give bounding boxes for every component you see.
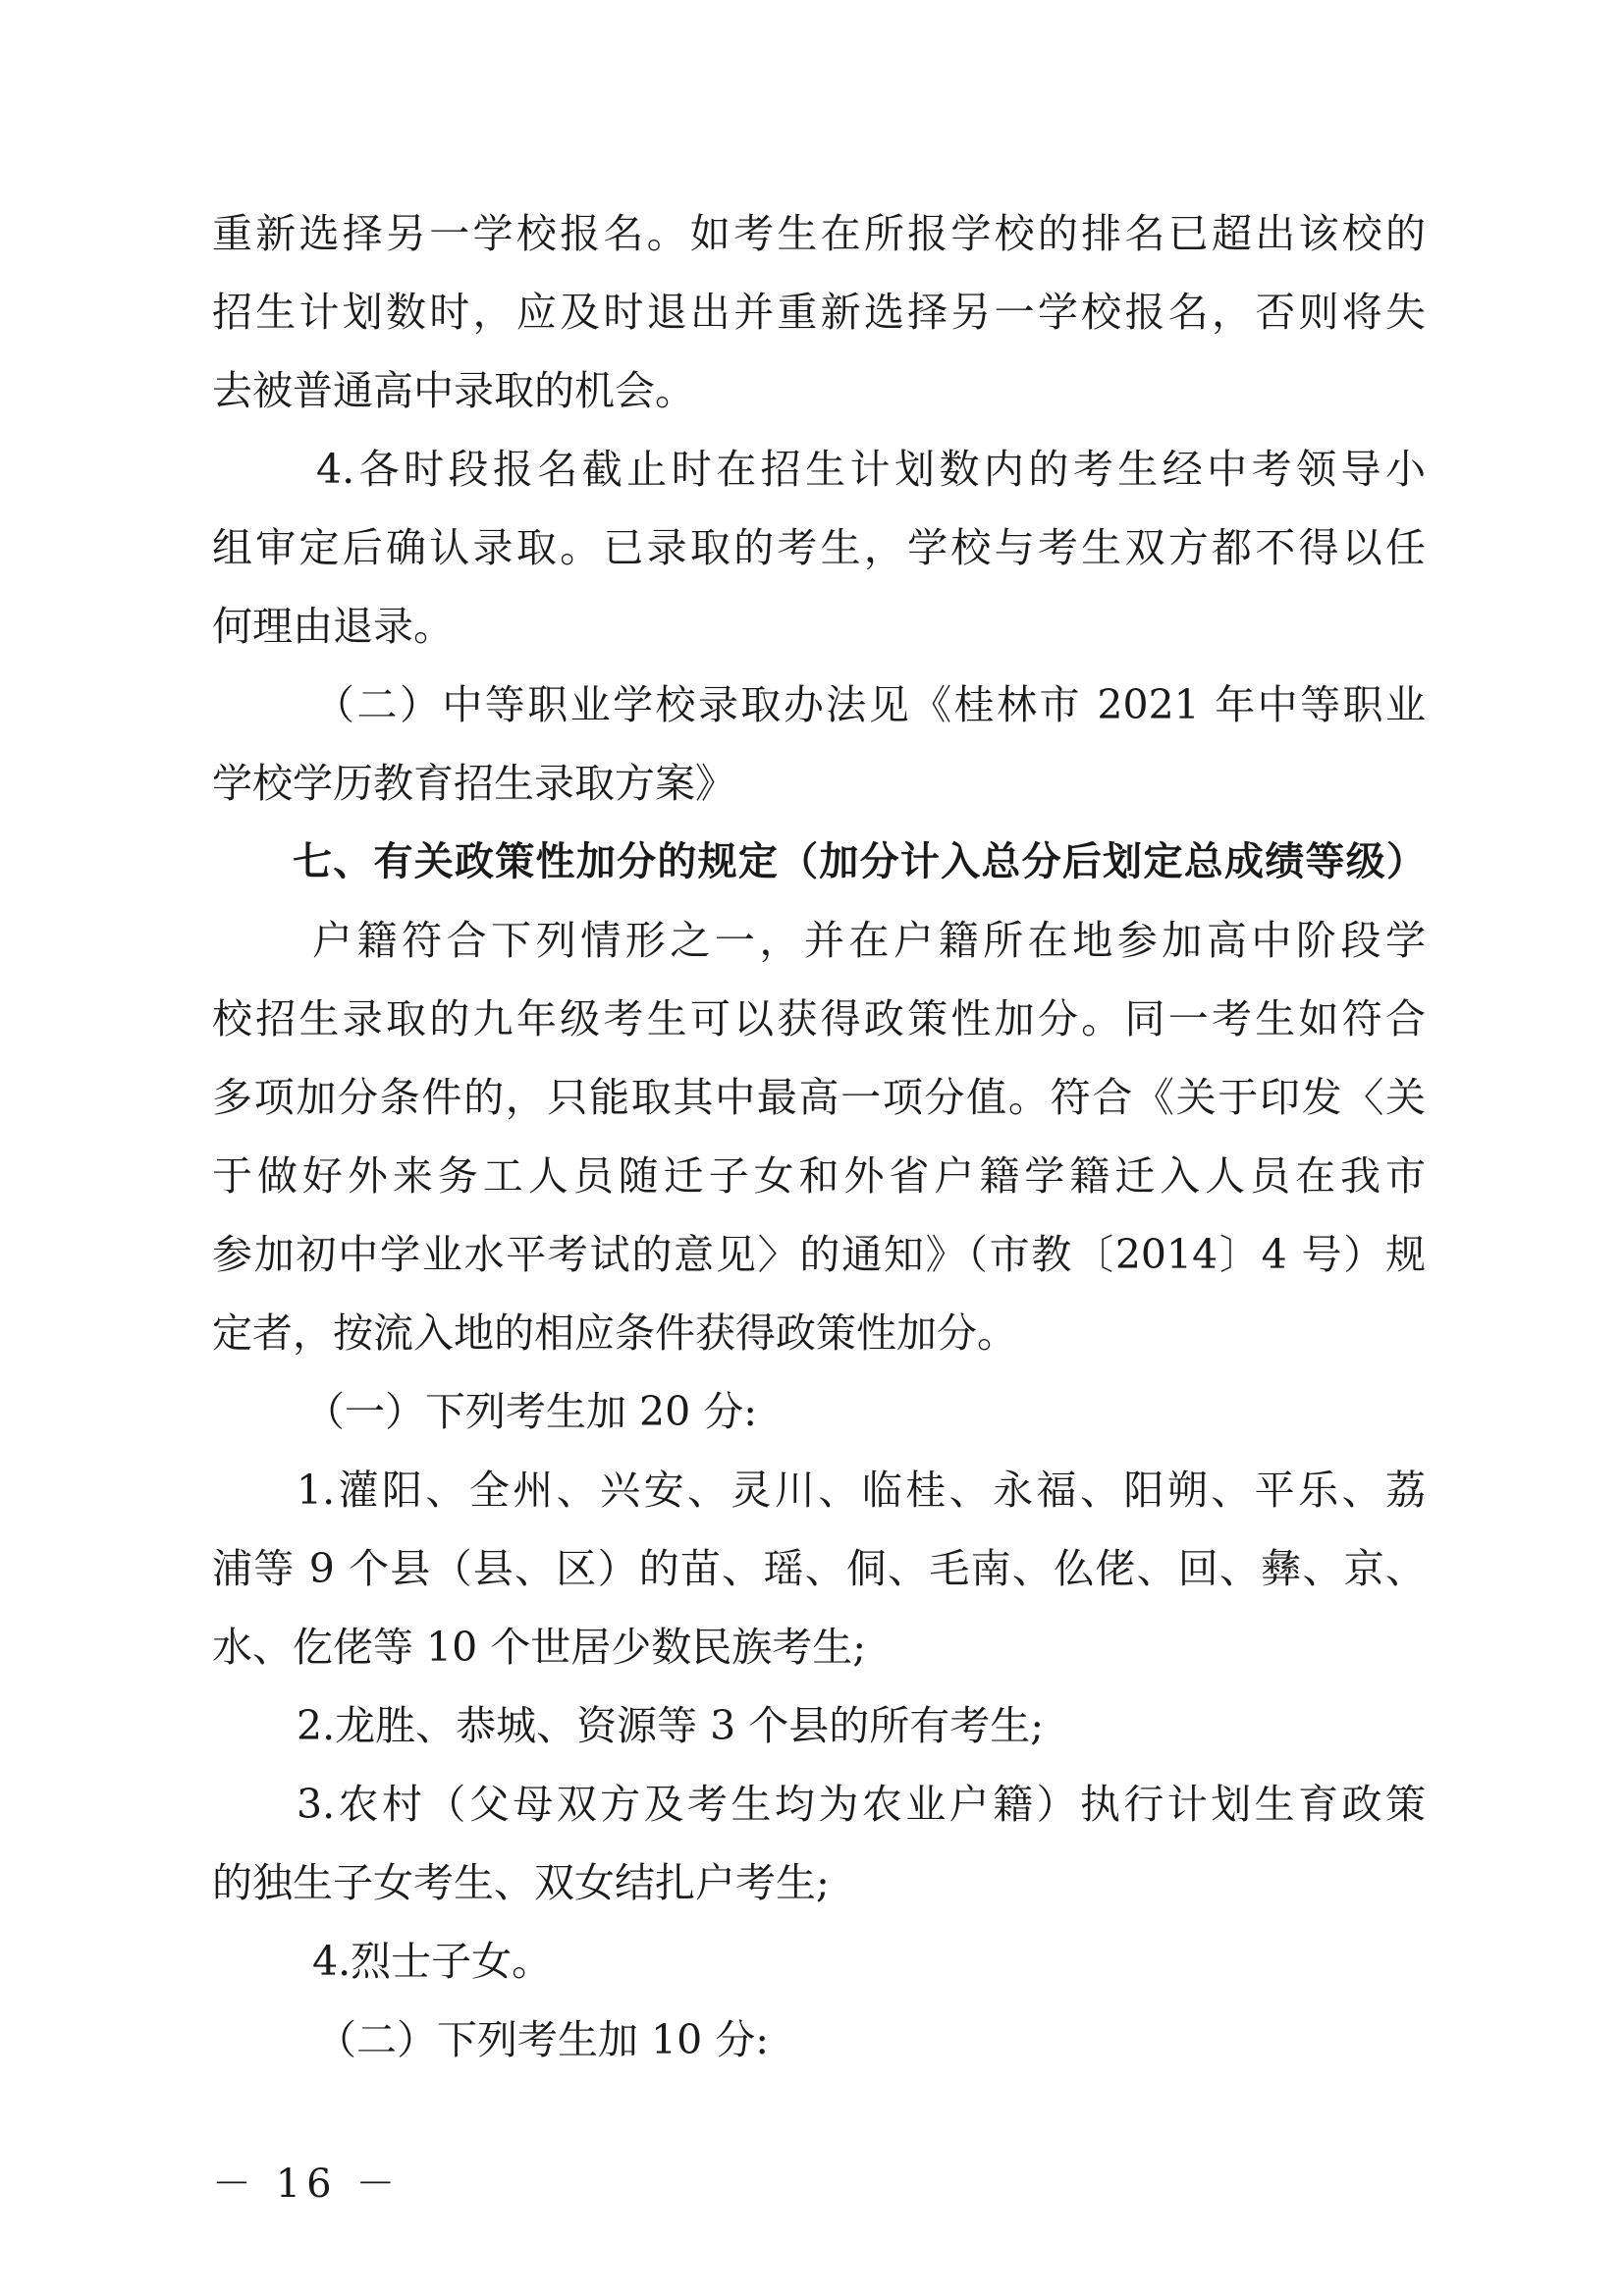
- section-heading: 七、有关政策性加分的规定（加分计入总分后划定总成绩等级）: [293, 839, 1426, 884]
- body-text-line: 参加初中学业水平考试的意见〉的通知》（市教〔2014〕4 号）规: [212, 1231, 1426, 1278]
- body-text-line: 招生计划数时，应及时退出并重新选择另一学校报名，否则将失: [212, 289, 1426, 336]
- list-item-line: 3.农村（父母双方及考生均为农业户籍）执行计划生育政策: [297, 1781, 1426, 1828]
- list-item-line: 的独生子女考生、双女结扎户考生;: [212, 1859, 830, 1906]
- list-item-line: 水、仡佬等 10 个世居少数民族考生;: [212, 1624, 867, 1671]
- body-text-line: 定者，按流入地的相应条件获得政策性加分。: [212, 1309, 1017, 1357]
- subsection-heading: （二）下列考生加 10 分:: [316, 2016, 770, 2063]
- body-text-line: 何理由退录。: [212, 603, 454, 650]
- list-item-line: 2.龙胜、恭城、资源等 3 个县的所有考生;: [297, 1702, 1045, 1749]
- body-text-line: （二）中等职业学校录取办法见《桂林市 2021 年中等职业: [314, 681, 1426, 728]
- body-text-line: 去被普通高中录取的机会。: [212, 367, 695, 414]
- body-text-line: 多项加分条件的，只能取其中最高一项分值。符合《关于印发〈关: [212, 1074, 1426, 1121]
- body-text-line: 组审定后确认录取。已录取的考生，学校与考生双方都不得以任: [212, 524, 1426, 571]
- page-number: － 16 －: [212, 2162, 402, 2207]
- list-item-line: 4.烈士子女。: [312, 1938, 553, 1985]
- body-text-line: 户籍符合下列情形之一，并在户籍所在地参加高中阶段学: [312, 917, 1426, 964]
- body-text-line: 4.各时段报名截止时在招生计划数内的考生经中考领导小: [316, 446, 1426, 493]
- subsection-heading: （一）下列考生加 20 分:: [304, 1388, 758, 1435]
- body-text-line: 学校学历教育招生录取方案》: [212, 760, 735, 807]
- list-item-line: 浦等 9 个县（县、区）的苗、瑶、侗、毛南、仫佬、回、彝、京、: [212, 1545, 1426, 1592]
- body-text-line: 重新选择另一学校报名。如考生在所报学校的排名已超出该校的: [212, 210, 1426, 257]
- body-text-line: 于做好外来务工人员随迁子女和外省户籍学籍迁入人员在我市: [212, 1152, 1426, 1200]
- list-item-line: 1.灌阳、全州、兴安、灵川、临桂、永福、阳朔、平乐、荔: [297, 1467, 1426, 1514]
- body-text-line: 校招生录取的九年级考生可以获得政策性加分。同一考生如符合: [212, 995, 1426, 1042]
